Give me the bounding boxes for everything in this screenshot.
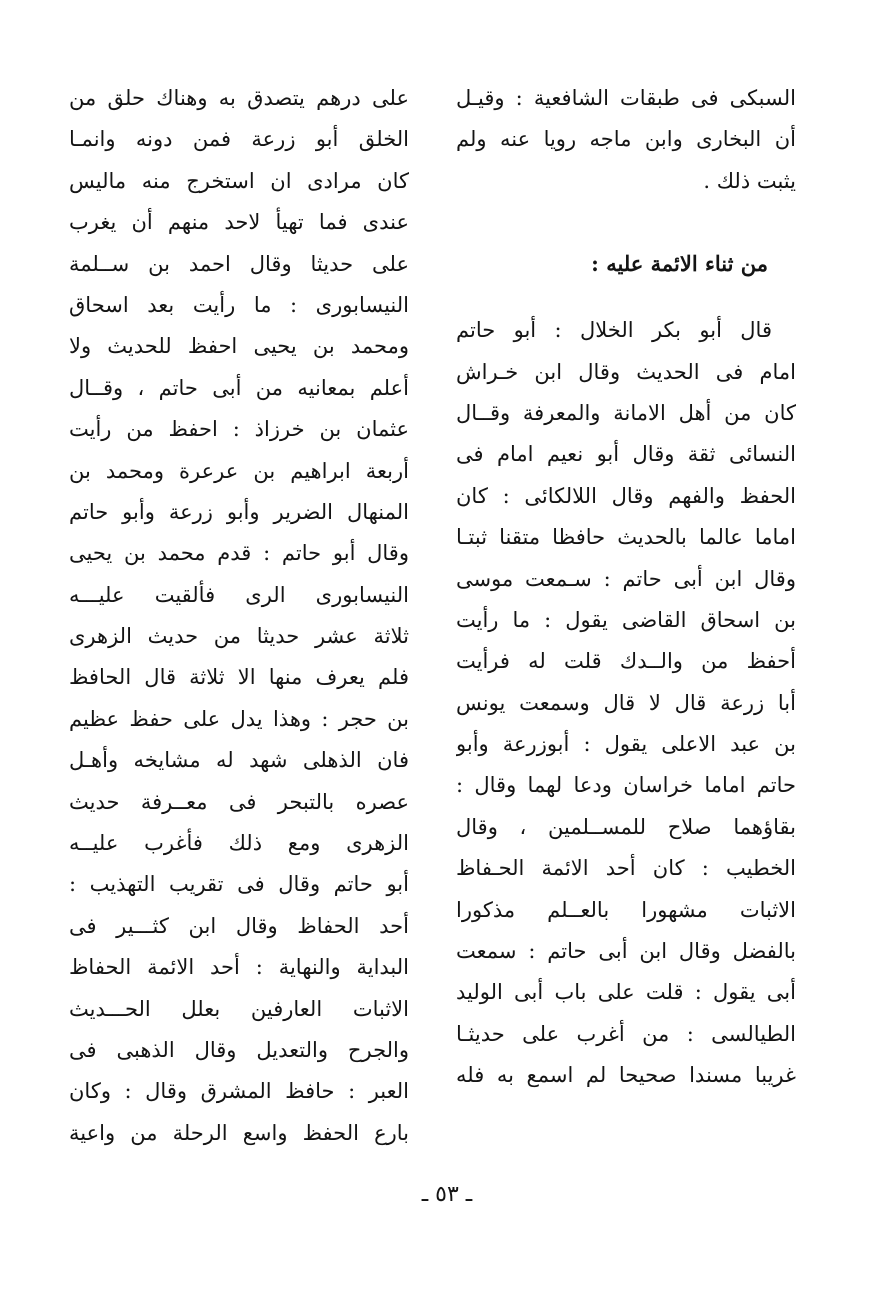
text-line: أعلم بمعانيه من أبى حاتم ، وقــال	[69, 375, 409, 400]
text-line: ثلاثة عشر حديثا من حديث الزهرى	[69, 624, 409, 649]
right-column	[456, 78, 796, 1097]
text-line: أربعة ابراهيم بن عرعرة ومحمد بن	[69, 458, 409, 483]
page-number: ـ ٥٣ ـ	[421, 1182, 473, 1207]
text-line: الزهرى ومع ذلك فأغرب عليــه	[69, 831, 409, 856]
text-line: السبكى فى طبقات الشافعية : وقيـل	[456, 86, 796, 110]
heading-gap	[456, 286, 796, 310]
text-line: عثمان بن خرزاذ : احفظ من رأيت	[69, 417, 409, 442]
text-line: الخطيب : كان أحد الائمة الحـفاظ	[456, 856, 796, 881]
text-line: أبو حاتم وقال فى تقريب التهذيب :	[69, 872, 409, 897]
text-line: الاثبات العارفين بعلل الحـــديث	[69, 996, 409, 1021]
text-line: بالفضل وقال ابن أبى حاتم : سمعت	[456, 939, 796, 964]
text-line: كان من أهل الامانة والمعرفة وقــال	[456, 400, 796, 425]
text-line: عصره بالتبحر فى معــرفة حديث	[69, 789, 409, 814]
section-gap	[456, 202, 796, 242]
text-line: الطيالسى : من أغرب على حديثـا	[456, 1021, 796, 1046]
text-line: عندى فما تهيأ لاحد منهم أن يغرب	[69, 210, 409, 235]
text-line: النيسابورى الرى فألقيت عليـــه	[69, 582, 409, 607]
text-line: وقال أبو حاتم : قدم محمد بن يحيى	[69, 541, 409, 566]
text-line: أن البخارى وابن ماجه رويا عنه ولم	[456, 127, 796, 152]
text-line: بارع الحفظ واسع الرحلة من واعية	[69, 1120, 409, 1145]
text-line: قال أبو بكر الخلال : أبو حاتم	[456, 318, 772, 343]
text-line: وقال ابن أبى حاتم : سـمعت موسى	[456, 566, 796, 591]
text-line: على درهم يتصدق به وهناك حلق من	[69, 86, 409, 110]
text-line: النيسابورى : ما رأيت بعد اسحاق	[69, 292, 409, 317]
left-column	[69, 78, 409, 1154]
text-line: البداية والنهاية : أحد الائمة الحفاظ	[69, 955, 409, 980]
text-line: امام فى الحديث وقال ابن خـراش	[456, 359, 796, 384]
text-line: غريبا مسندا صحيحا لم اسمع به فله	[456, 1063, 796, 1088]
text-line: اماما عالما بالحديث حافظا متقنا ثبتـا	[456, 525, 796, 550]
text-line: حاتم اماما خراسان ودعا لهما وقال :	[456, 773, 796, 798]
text-line: فلم يعرف منها الا ثلاثة قال الحافظ	[69, 665, 409, 690]
text-line: الحفظ والفهم وقال اللالكائى : كان	[456, 483, 796, 508]
text-line: فان الذهلى شهد له مشايخه وأهـل	[69, 748, 409, 773]
text-line: أحد الحفاظ وقال ابن كثـــير فى	[69, 913, 409, 938]
text-line: أحفظ من والــدك قلت له فرأيت	[456, 649, 796, 674]
section-heading: من ثناء الائمة عليه :	[591, 251, 768, 277]
text-line: يثبت ذلك .	[703, 168, 796, 193]
text-line: والجرح والتعديل وقال الذهبى فى	[69, 1037, 409, 1062]
text-line: الخلق أبو زرعة فمن دونه وانمـا	[69, 127, 409, 152]
text-line: الاثبات مشهورا بالعــلم مذكورا	[456, 897, 796, 922]
text-line: بن عبد الاعلى يقول : أبوزرعة وأبو	[456, 732, 796, 757]
text-line: النسائى ثقة وقال أبو نعيم امام فى	[456, 442, 796, 467]
text-line: المنهال الضرير وأبو زرعة وأبو حاتم	[69, 499, 409, 524]
text-line: أبى يقول : قلت على باب أبى الوليد	[456, 980, 796, 1005]
text-line: بن حجر : وهذا يدل على حفظ عظيم	[69, 706, 409, 731]
text-line: العبر : حافظ المشرق وقال : وكان	[69, 1079, 409, 1104]
text-line: كان مرادى ان استخرج منه ماليس	[69, 168, 409, 193]
text-line: بن اسحاق القاضى يقول : ما رأيت	[456, 607, 796, 632]
text-line: أبا زرعة قال لا قال وسمعت يونس	[456, 690, 796, 715]
text-line: ومحمد بن يحيى احفظ للحديث ولا	[69, 334, 409, 359]
text-line: بقاؤهما صلاح للمســلمين ، وقال	[456, 814, 796, 839]
text-line: على حديثا وقال احمد بن ســلمة	[69, 251, 409, 276]
